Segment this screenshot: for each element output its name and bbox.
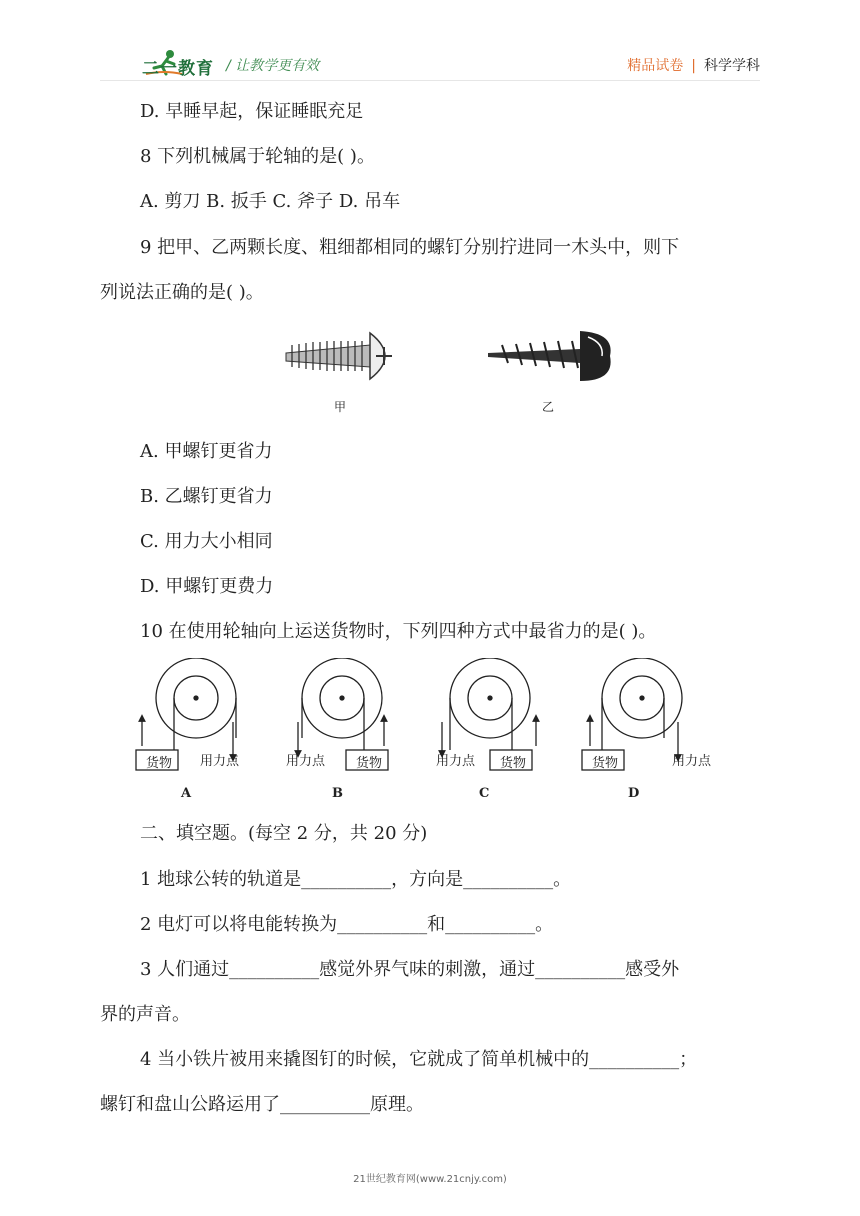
logo-text: 二一教育	[142, 59, 214, 79]
force-label-c: 用力点	[436, 754, 476, 769]
question-8-options: A. 剪刀 B. 扳手 C. 斧子 D. 吊车	[140, 191, 401, 212]
header-separator: |	[691, 58, 696, 74]
footer: 21世纪教育网(www.21cnjy.com)	[353, 1174, 507, 1185]
fill-4-line1: 4 当小铁片被用来撬图钉的时候，它就成了简单机械中的__________；	[140, 1049, 698, 1070]
screw-yi-icon	[488, 331, 611, 381]
option-line: D. 早睡早起，保证睡眠充足	[140, 101, 364, 122]
label-jia: 甲	[334, 400, 347, 414]
cargo-label-b: 货物	[356, 756, 383, 771]
question-8: 8 下列机械属于轮轴的是( )。	[140, 146, 375, 167]
force-label-d: 用力点	[672, 754, 712, 769]
question-9-line2: 列说法正确的是( )。	[100, 282, 264, 303]
fill-3-line1: 3 人们通过__________感觉外界气味的刺激，通过__________感受外	[140, 959, 680, 980]
cargo-label-d: 货物	[592, 756, 619, 771]
diagram-letter-a: A	[181, 786, 192, 801]
fill-3-line2: 界的声音。	[100, 1004, 190, 1025]
question-10: 10 在使用轮轴向上运送货物时，下列四种方式中最省力的是( )。	[140, 621, 657, 642]
force-label-b: 用力点	[286, 754, 326, 769]
header-divider	[100, 80, 760, 81]
fill-4-line2: 螺钉和盘山公路运用了__________原理。	[100, 1094, 424, 1115]
header-right	[627, 55, 760, 75]
screws-figure	[280, 325, 620, 420]
option-b: B. 乙螺钉更省力	[140, 486, 273, 507]
label-yi: 乙	[542, 400, 555, 414]
diagram-letter-d: D	[628, 786, 640, 801]
section-2-title: 二、填空题。(每空 2 分，共 20 分)	[140, 823, 428, 844]
option-a: A. 甲螺钉更省力	[140, 441, 273, 462]
header-label: 精品试卷	[627, 58, 684, 74]
fill-2: 2 电灯可以将电能转换为__________和__________。	[140, 914, 554, 935]
screw-jia-icon	[286, 333, 392, 379]
slogan: / 让教学更有效	[226, 58, 320, 74]
diagram-letter-b: B	[332, 786, 343, 801]
force-label-a: 用力点	[200, 754, 240, 769]
cargo-label-a: 货物	[146, 756, 173, 771]
header-subject: 科学学科	[704, 58, 760, 74]
question-9-line1: 9 把甲、乙两颗长度、粗细都相同的螺钉分别拧进同一木头中，则下	[140, 237, 680, 258]
option-d: D. 甲螺钉更费力	[140, 576, 274, 597]
cargo-label-c: 货物	[500, 756, 527, 771]
fill-1: 1 地球公转的轨道是__________，方向是__________。	[140, 869, 572, 890]
diagram-letter-c: C	[479, 786, 490, 801]
option-c: C. 用力大小相同	[140, 531, 273, 552]
